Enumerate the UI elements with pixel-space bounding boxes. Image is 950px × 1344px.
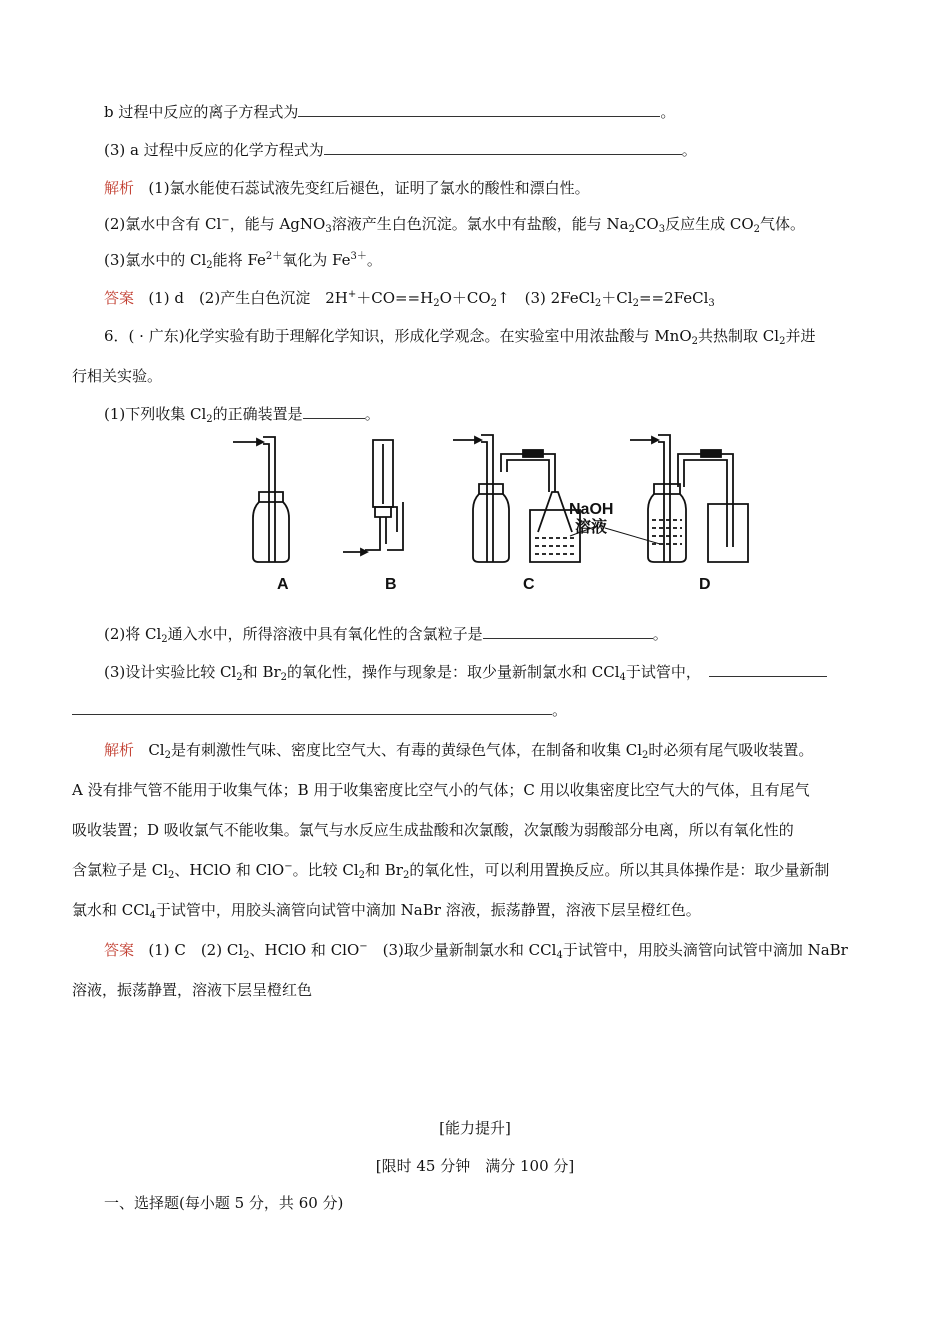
apparatus-figure bbox=[225, 432, 765, 597]
apparatus-a bbox=[233, 437, 289, 562]
answer-blank[interactable] bbox=[709, 662, 827, 677]
q6-part1: (1)下列收集 $Cl_2$的正确装置是 。 bbox=[104, 405, 380, 425]
q5-daan: 答案 (1) d (2)产生白色沉淀 $2H^++CO==H_2O+CO_2↑$ (3) $2FeCl_2+Cl_2==2FeCl_3$ bbox=[104, 289, 715, 309]
apparatus-c bbox=[453, 435, 597, 562]
q5-jiexi-3: (3)氯水中的 $Cl_2$能将 $Fe^{2+}$氧化为 $Fe^{3+}$。 bbox=[104, 251, 382, 271]
q6-jiexi-5: 氯水和 CCl$_4$于试管中，用胶头滴管向试管中滴加 NaBr 溶液，振荡静置，溶液下层呈橙红色。 bbox=[72, 901, 701, 921]
label-c: C bbox=[523, 576, 535, 593]
q6-jiexi-3: 吸收装置；D 吸收氯气不能收集。氯气与水反应生成盐酸和次氯酸，次氯酸为弱酸部分电离，所以有氧化性的 bbox=[72, 821, 794, 839]
naoh-label: NaOH bbox=[569, 501, 614, 518]
label-b: B bbox=[385, 576, 397, 593]
q6-part2: (2)将 $Cl_2$通入水中，所得溶液中具有氧化性的含氯粒子是 。 bbox=[104, 625, 668, 645]
q6-daan-2: 溶液，振荡静置，溶液下层呈橙红色 bbox=[72, 981, 313, 999]
q5-b-line: b 过程中反应的离子方程式为 。 bbox=[104, 103, 676, 121]
q6-part3-cont: 。 bbox=[72, 700, 567, 720]
q6-stem-2: 行相关实验。 bbox=[72, 367, 163, 385]
jiexi-label: 解析 bbox=[104, 179, 135, 197]
apparatus-d bbox=[605, 435, 748, 562]
answer-blank[interactable] bbox=[298, 102, 660, 117]
answer-blank[interactable] bbox=[483, 624, 653, 639]
answer-blank[interactable] bbox=[303, 404, 365, 419]
label-a: A bbox=[277, 576, 289, 593]
section-title: [能力提升] bbox=[439, 1119, 511, 1137]
q6-daan-1: 答案 (1) C (2) $Cl_2$、HClO 和 ClO− (3)取少量新制氯水和 CCl$_4$于试管中，用胶头滴管向试管中滴加 NaBr bbox=[104, 941, 848, 961]
daan-label: 答案 bbox=[104, 941, 135, 959]
label-d: D bbox=[699, 576, 711, 593]
jiexi-label: 解析 bbox=[104, 741, 135, 759]
q6-jiexi-1: 解析 $Cl_2$是有刺激性气味、密度比空气大、有毒的黄绿色气体，在制备和收集 $Cl_2$时必须有尾气吸收装置。 bbox=[104, 741, 814, 761]
rongye-label: 溶液 bbox=[575, 519, 608, 536]
answer-blank[interactable] bbox=[72, 700, 552, 715]
q6-stem-1: 6．( · 广东)化学实验有助于理解化学知识，形成化学观念。在实验室中用浓盐酸与 MnO$_2$共热制取 $Cl_2$并进 bbox=[104, 327, 816, 347]
q6-jiexi-4: 含氯粒子是 $Cl_2$、HClO 和 ClO−。比较 $Cl_2$和 $Br_2$的氧化性，可以利用置换反应。所以其具体操作是：取少量新制 bbox=[72, 861, 830, 881]
q5-jiexi-2: (2)氯水中含有 Cl−，能与 AgNO$_3$溶液产生白色沉淀。氯水中有盐酸，能与 $Na_2CO_3$反应生成 $CO_2$气体。 bbox=[104, 215, 806, 235]
daan-label: 答案 bbox=[104, 289, 135, 307]
q5-jiexi-1: 解析 (1)氯水能使石蕊试液先变红后褪色，证明了氯水的酸性和漂白性。 bbox=[104, 179, 590, 197]
answer-blank[interactable] bbox=[324, 140, 682, 155]
q5-a-line: (3) a 过程中反应的化学方程式为 。 bbox=[104, 141, 697, 159]
q6-part3: (3)设计实验比较 $Cl_2$和 $Br_2$的氧化性，操作与现象是：取少量新制氯水和 CCl$_4$于试管中， bbox=[104, 662, 827, 682]
apparatus-b bbox=[343, 440, 403, 555]
q6-jiexi-2: A 没有排气管不能用于收集气体；B 用于收集密度比空气小的气体；C 用以收集密度比空气大的气体，且有尾气 bbox=[72, 781, 810, 799]
section-limit: [限时 45 分钟 满分 100 分] bbox=[375, 1157, 575, 1175]
part-one-heading: 一、选择题(每小题 5 分，共 60 分) bbox=[104, 1194, 344, 1212]
